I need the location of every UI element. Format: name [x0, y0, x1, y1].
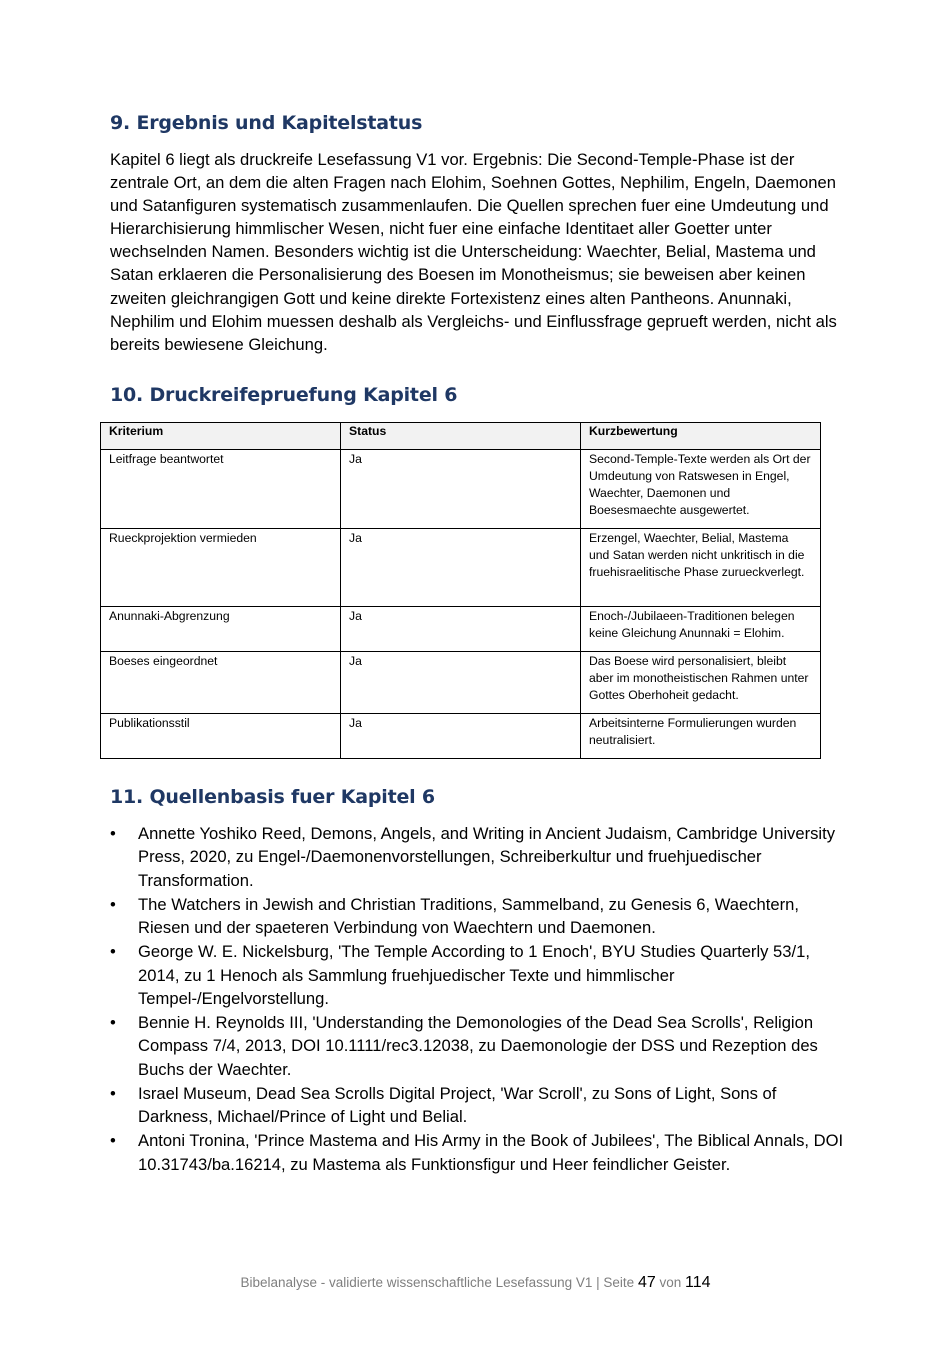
- table-row: [101, 714, 821, 759]
- list-item-text: The Watchers in Jewish and Christian Traditions, Sammelband, zu Genesis 6, Waechtern, Riesen und der spaeteren Verbindung von Waechtern und Daemonen.: [138, 894, 799, 938]
- table-cell: Arbeitsinterne Formulierungen wurden neutralisiert.: [581, 714, 821, 759]
- list-item-text: Bennie H. Reynolds III, 'Understanding the Demonologies of the Dead Sea Scrolls', Religion Compass 7/4, 2013, DOI 10.1111/rec3.12038, zu Daemonologie der DSS und Rezeption des Buchs der Waechter.: [138, 1013, 818, 1079]
- list-item-text: Antoni Tronina, 'Prince Mastema and His Army in the Book of Jubilees', The Biblical Annals, DOI 10.31743/ba.16214, zu Mastema als Funktionsfigur und Heer feindlicher Geister.: [138, 1131, 844, 1174]
- section-11-heading: 11. Quellenbasis fuer Kapitel 6: [110, 786, 435, 808]
- table-cell: Erzengel, Waechter, Belial, Mastema und Satan werden nicht unkritisch in die fruehisraelitische Phase zurueckverlegt.: [581, 529, 821, 607]
- table-cell: Anunnaki-Abgrenzung: [101, 607, 341, 652]
- bullet-icon: •: [110, 1013, 116, 1033]
- list-item: [110, 822, 845, 892]
- table-header-cell: Status: [341, 423, 581, 450]
- list-item: [110, 893, 845, 940]
- criteria-table: [100, 422, 821, 759]
- table-cell: Ja: [341, 652, 581, 714]
- list-item-text: Israel Museum, Dead Sea Scrolls Digital Project, 'War Scroll', zu Sons of Light, Sons of Darkness, Michael/Prince of Light und Belial.: [138, 1083, 777, 1127]
- bullet-icon: •: [110, 1083, 116, 1103]
- table-row: [101, 450, 821, 529]
- list-item: [110, 1129, 845, 1176]
- table-cell: Ja: [341, 607, 581, 652]
- list-item: [110, 1082, 845, 1129]
- table-cell: Ja: [341, 529, 581, 607]
- table-row: [101, 607, 821, 652]
- table-cell: Das Boese wird personalisiert, bleibt aber im monotheistischen Rahmen unter Gottes Oberhoheit gedacht.: [581, 652, 821, 714]
- table-row: [101, 652, 821, 714]
- bullet-icon: •: [110, 942, 116, 962]
- table-cell: Ja: [341, 450, 581, 529]
- table-row: [101, 529, 821, 607]
- section-9-paragraph: Kapitel 6 liegt als druckreife Lesefassung V1 vor. Ergebnis: Die Second-Temple-Phase ist der zentrale Ort, an dem die alten Fragen nach Elohim, Soehnen Gottes, Nephilim, Engeln, Daemonen und Satanfiguren systematisch zusammenlaufen. Die Quellen sprechen fuer eine Umdeutung und Hierarchisierung himmlischer Wesen, nicht fuer eine einfache Identitaet aller Goetter unter wechselnden Namen. Besonders wichtig ist die Unterscheidung: Waechter, Belial, Mastema und Satan erklaeren die Personalisierung des Boesen im Monotheismus; sie beweisen aber keinen zweiten gleichrangigen Gott und keine direkte Fortexistenz eines alten Pantheons. Anunnaki, Nephilim und Elohim muessen deshalb als Vergleichs- und Einflussfrage geprueft werden, nicht als bereits bewiesene Gleichung.: [110, 150, 837, 354]
- bullet-icon: •: [110, 1131, 116, 1151]
- footer-of: von: [655, 1275, 686, 1290]
- table-cell: Ja: [341, 714, 581, 759]
- section-10-heading: 10. Druckreifepruefung Kapitel 6: [110, 384, 458, 406]
- table-header-row: [101, 423, 821, 450]
- table-cell: Enoch-/Jubilaeen-Traditionen belegen keine Gleichung Anunnaki = Elohim.: [581, 607, 821, 652]
- table-header-cell: Kriterium: [101, 423, 341, 450]
- list-item: [110, 940, 845, 1010]
- footer-text: Bibelanalyse - validierte wissenschaftliche Lesefassung V1 | Seite: [240, 1275, 638, 1290]
- table-cell: Leitfrage beantwortet: [101, 450, 341, 529]
- table-cell: Boeses eingeordnet: [101, 652, 341, 714]
- section-9-heading: 9. Ergebnis und Kapitelstatus: [110, 112, 423, 134]
- list-item-text: Annette Yoshiko Reed, Demons, Angels, and Writing in Ancient Judaism, Cambridge University Press, 2020, zu Engel-/Daemonenvorstellungen, Schreiberkultur und fruehjuedischer Transformation.: [138, 824, 836, 890]
- table-cell: Second-Temple-Texte werden als Ort der Umdeutung von Ratswesen in Engel, Waechter, Daemonen und Boesesmaechte ausgewertet.: [581, 450, 821, 529]
- bullet-icon: •: [110, 824, 116, 843]
- table-cell: Rueckprojektion vermieden: [101, 529, 341, 607]
- list-item: [110, 1011, 845, 1081]
- page-number: 47: [637, 1274, 656, 1291]
- page-footer: [0, 1274, 951, 1292]
- table-header-cell: Kurzbewertung: [581, 423, 821, 450]
- list-item-text: George W. E. Nickelsburg, 'The Temple According to 1 Enoch', BYU Studies Quarterly 53/1, 2014, zu 1 Henoch als Sammlung fruehjuedischer Texte und himmlischer Tempel-/Engelvorstellung.: [138, 942, 810, 1008]
- table-cell: Publikationsstil: [101, 714, 341, 759]
- source-list: [110, 822, 845, 1177]
- bullet-icon: •: [110, 894, 116, 914]
- page-total: 114: [685, 1274, 711, 1291]
